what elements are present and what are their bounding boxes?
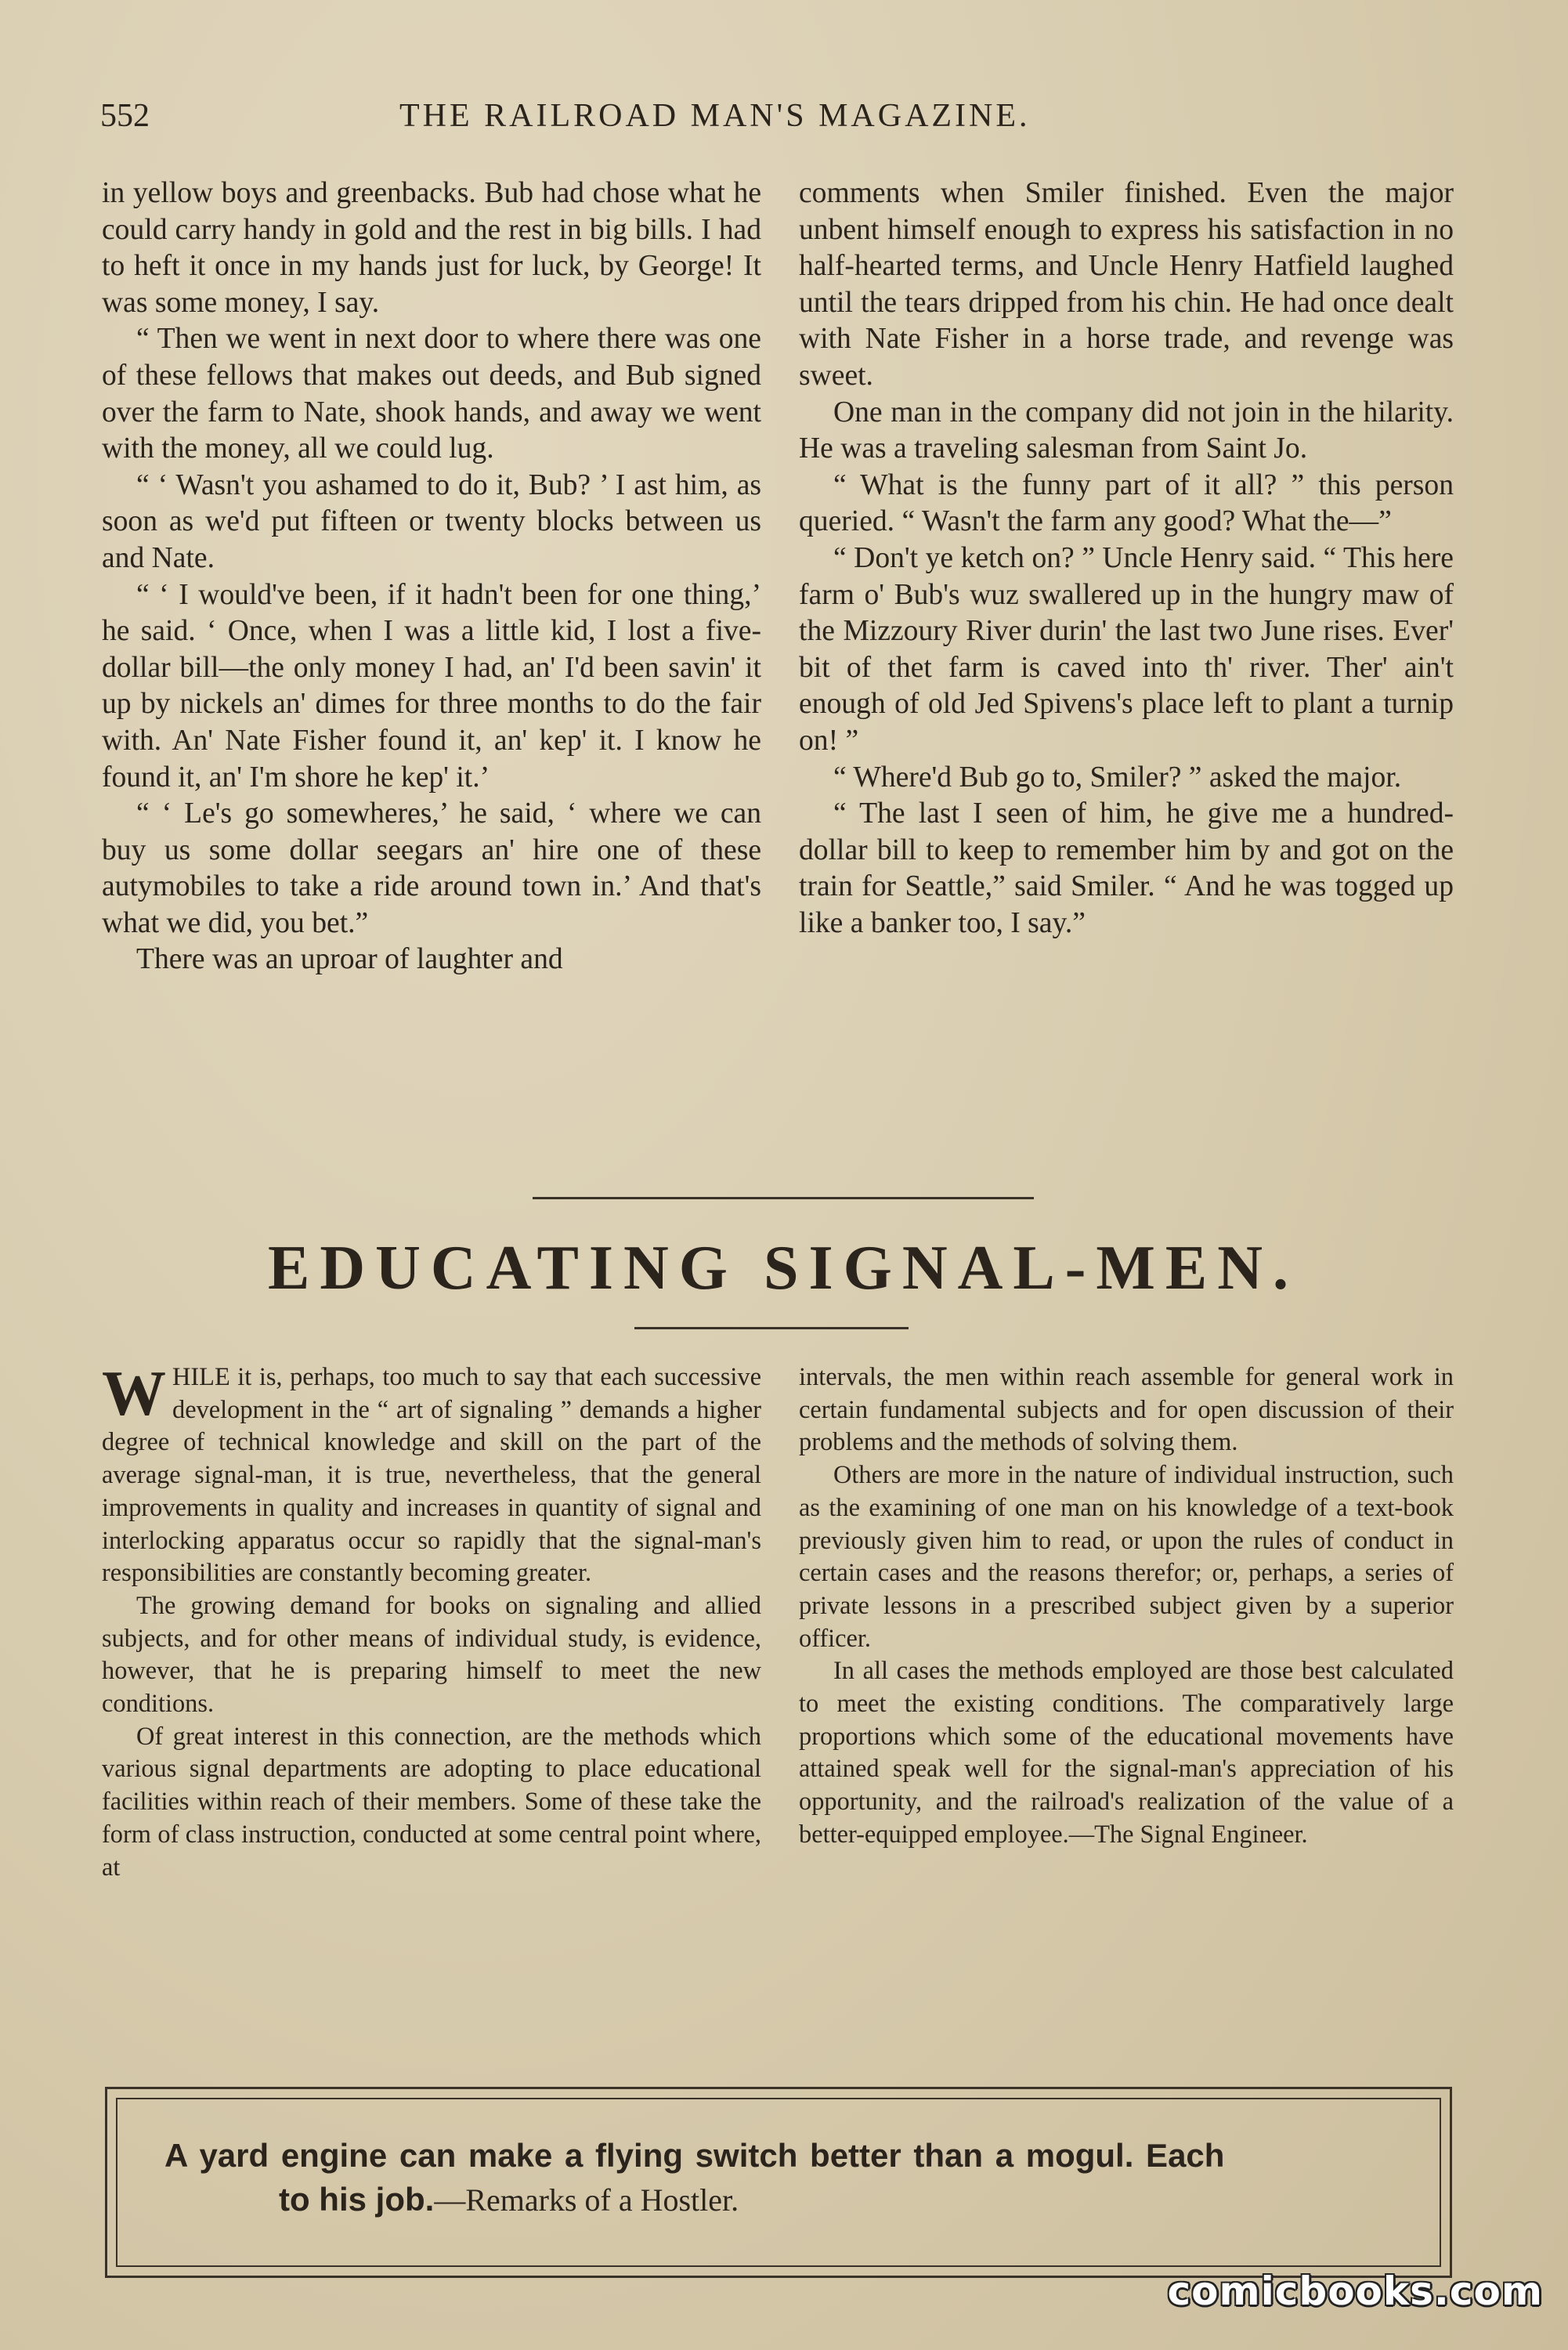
story-paragraph: “ ‘ I would've been, if it hadn't been for one thing,’ he said. ‘ Once, when I was a little kid, I lost a five-dollar bill—the only money I had, an' I'd been savin' it up by nickels an' dimes for three months to do the fair with. An' Nate Fisher found it, an' kep' it. I know he found it, an' I'm shore he kep' it.’ [102, 578, 761, 794]
drop-cap: W [102, 1358, 166, 1429]
story-paragraph: “ Don't ye ketch on? ” Uncle Henry said. “ This here farm o' Bub's wuz swallered up in the hungry maw of the Mizzoury River durin' the last two June rises. Ever' bit of thet farm is caved into th' river. Ther' ain't enough of old Jed Spivens's place left to plant a turnip on! ” [799, 541, 1454, 757]
running-head: THE RAILROAD MAN'S MAGAZINE. [399, 98, 1031, 134]
boxed-quote-line-1: A yard engine can make a flying switch better than a mogul. Each [164, 2137, 1225, 2174]
article-title: EDUCATING SIGNAL-MEN. [267, 1234, 1299, 1303]
story-paragraph: “ The last I seen of him, he give me a hundred-dollar bill to keep to remember him by and got on the train for Seattle,” said Smiler. “ And he was togged up like a banker too, I say.” [799, 797, 1454, 939]
story-paragraph: “ Then we went in next door to where there was one of these fellows that makes out deeds, and Bub signed over the farm to Nate, shook hands, and away we went with the money, all we could lug. [102, 323, 761, 465]
story-paragraph: in yellow boys and greenbacks. Bub had chose what he could carry handy in gold and the rest in big bills. I had to heft it once in my hands just for luck, by George! It was some money, I say. [102, 177, 761, 319]
page-number: 552 [100, 98, 150, 134]
article-paragraph: In all cases the methods employed are those best calculated to meet the existing conditions. The comparatively large proportions which some of the educational movements have attained speak well for the signal-man's appreciation of his opportunity, and the railroad's realization of the value of a better-equipped employee.—The Signal Engineer. [799, 1657, 1454, 1849]
section-rule-bottom [634, 1327, 909, 1329]
article-paragraph: Others are more in the nature of individual instruction, such as the examining of one man on his knowledge of a text-book previously given him to read, or upon the rules of conduct in certain cases and the reasons therefor; or, perhaps, a series of private lessons in a prescribed subject given by a superior officer. [799, 1461, 1454, 1653]
story-right-column [799, 175, 1454, 942]
story-paragraph: “ What is the funny part of it all? ” this person queried. “ Wasn't the farm any good? What the—” [799, 468, 1454, 538]
story-paragraph: comments when Smiler finished. Even the major unbent himself enough to express his satisfaction in no half-hearted terms, and Uncle Henry Hatfield laughed until the tears dripped from his chin. He had once dealt with Nate Fisher in a horse trade, and revenge was sweet. [799, 177, 1454, 392]
boxed-quote-attribution: —Remarks of a Hostler. [434, 2182, 739, 2218]
article-left-column [102, 1358, 761, 1884]
story-paragraph: “ Where'd Bub go to, Smiler? ” asked the major. [833, 761, 1402, 794]
article-paragraph: intervals, the men within reach assemble for general work in certain fundamental subjects and for open discussion of their problems and the methods of solving them. [799, 1363, 1454, 1457]
watermark: comicbooks.com [1167, 2269, 1543, 2314]
article-paragraph: Of great interest in this connection, are the methods which various signal departments are adopting to place educational facilities within reach of their members. Some of these take the form of class instruction, conducted at some central point where, at [102, 1722, 761, 1882]
boxed-quote-line-2-text: to his job. [279, 2181, 435, 2218]
story-paragraph: There was an uproar of laughter and [136, 943, 563, 976]
story-left-column [102, 175, 761, 978]
story-paragraph: “ ‘ Le's go somewheres,’ he said, ‘ where we can buy us some dollar seegars an' hire one of these autymobiles to take a ride around town in.’ And that's what we did, you bet.” [102, 797, 761, 939]
story-paragraph: One man in the company did not join in the hilarity. He was a traveling salesman from Saint Jo. [799, 396, 1454, 465]
article-paragraph [102, 1358, 761, 1590]
boxed-quote-line-2 [164, 2178, 1418, 2222]
boxed-quote [164, 2134, 1418, 2222]
article-first-paragraph-text: HILE it is, perhaps, too much to say that each successive development in the “ art of signaling ” demands a higher degree of technical knowledge and skill on the part of the average signal-man, it is true, nevertheless, that the general improvements in quality and increases in quantity of signal and interlocking apparatus occur so rapidly that the signal-man's responsibilities are constantly becoming greater. [102, 1363, 761, 1588]
article-right-column [799, 1361, 1454, 1852]
story-paragraph: “ ‘ Wasn't you ashamed to do it, Bub? ’ I ast him, as soon as we'd put fifteen or twenty blocks between us and Nate. [102, 468, 761, 574]
article-paragraph: The growing demand for books on signaling and allied subjects, and for other means of individual study, is evidence, however, that he is preparing himself to meet the new conditions. [102, 1591, 761, 1719]
section-rule-top [533, 1197, 1034, 1199]
